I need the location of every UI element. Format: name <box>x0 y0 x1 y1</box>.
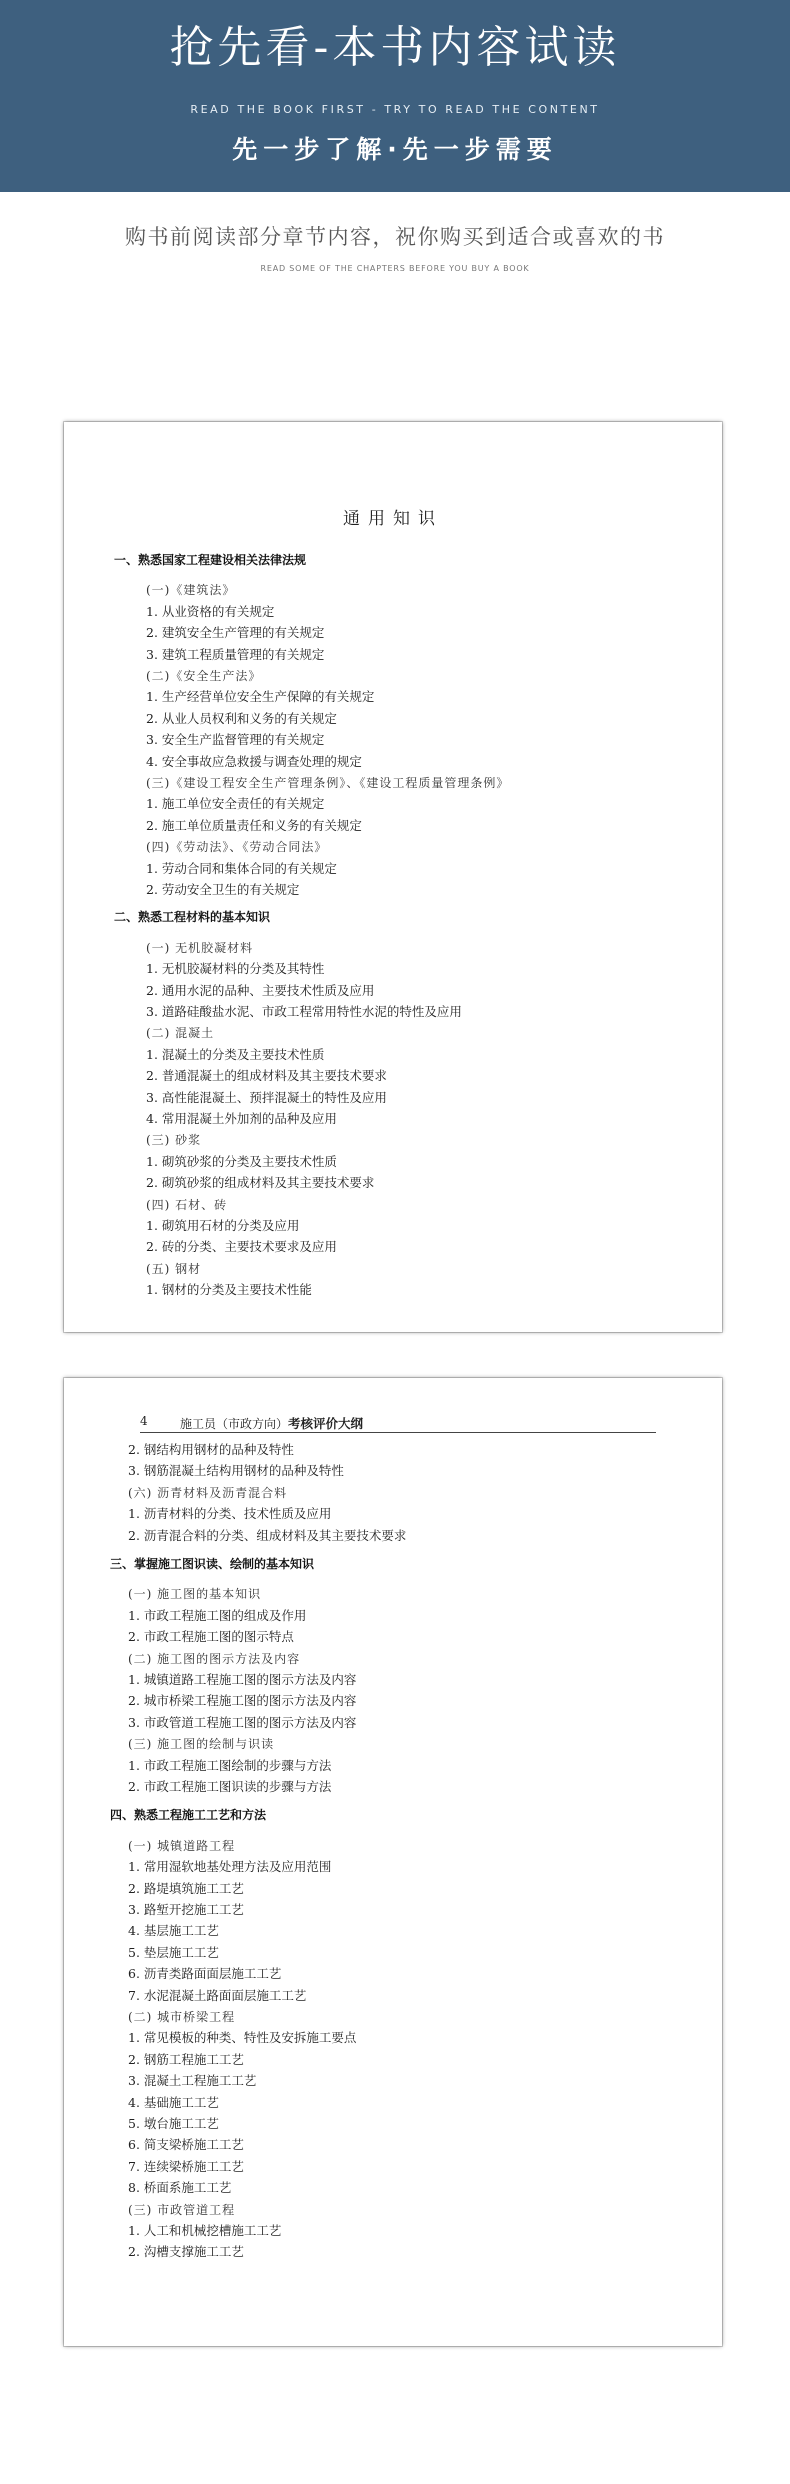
list-item: 1. 城镇道路工程施工图的图示方法及内容 <box>128 1672 357 1687</box>
list-item: 4. 安全事故应急救援与调查处理的规定 <box>146 753 362 769</box>
subsection-heading: (三) 施工图的绘制与识读 <box>128 1737 275 1752</box>
subsection-heading: (二)《安全生产法》 <box>146 669 262 683</box>
list-item: 2. 通用水泥的品种、主要技术性质及应用 <box>146 982 375 998</box>
running-title-bold: 考核评价大纲 <box>288 1416 364 1431</box>
header-banner <box>0 0 790 192</box>
list-item: 2. 砖的分类、主要技术要求及应用 <box>146 1239 337 1255</box>
list-item: 5. 墩台施工工艺 <box>128 2116 219 2131</box>
list-item: 1. 常用湿软地基处理方法及应用范围 <box>128 1859 332 1875</box>
section-heading: 三、掌握施工图识读、绘制的基本知识 <box>110 1557 315 1571</box>
list-item: 5. 垫层施工工艺 <box>128 1944 219 1960</box>
list-item: 8. 桥面系施工工艺 <box>128 2180 232 2196</box>
subsection-heading: (四)《劳动法》、《劳动合同法》 <box>146 840 328 855</box>
running-header <box>140 1414 656 1433</box>
subsection-heading: (一) 施工图的基本知识 <box>128 1587 262 1602</box>
list-item: 3. 市政管道工程施工图的图示方法及内容 <box>128 1714 357 1730</box>
list-item: 3. 高性能混凝土、预拌混凝土的特性及应用 <box>146 1089 387 1105</box>
banner-title: 抢先看-本书内容试读 <box>169 22 621 73</box>
banner-slogan: 先一步了解·先一步需要 <box>232 135 558 164</box>
list-item: 7. 水泥混凝土路面面层施工工艺 <box>128 1987 307 2003</box>
section-heading: 一、熟悉国家工程建设相关法律法规 <box>114 553 307 567</box>
list-item: 2. 沥青混合料的分类、组成材料及其主要技术要求 <box>128 1527 407 1543</box>
subsection-heading: (二) 施工图的图示方法及内容 <box>128 1651 301 1666</box>
subsection-heading: (一) 无机胶凝材料 <box>146 940 254 955</box>
list-item: 1. 从业资格的有关规定 <box>146 603 275 619</box>
subsection-heading: (三) 砂浆 <box>146 1133 202 1148</box>
list-item: 3. 钢筋混凝土结构用钢材的品种及特性 <box>128 1463 344 1479</box>
subsection-heading: (二) 城市桥梁工程 <box>128 2010 236 2024</box>
list-item: 1. 砌筑用石材的分类及应用 <box>146 1218 300 1233</box>
list-item: 2. 普通混凝土的组成材料及其主要技术要求 <box>146 1068 387 1084</box>
list-item: 1. 市政工程施工图绘制的步骤与方法 <box>128 1757 332 1773</box>
section-heading: 四、熟悉工程施工工艺和方法 <box>110 1808 267 1823</box>
intro-text: 购书前阅读部分章节内容，祝你购买到适合或喜欢的书 <box>125 225 665 249</box>
list-item: 3. 路堑开挖施工工艺 <box>128 1902 244 1917</box>
list-item: 1. 生产经营单位安全生产保障的有关规定 <box>146 689 375 705</box>
subsection-heading: (三)《建设工程安全生产管理条例》、《建设工程质量管理条例》 <box>146 776 510 790</box>
list-item: 2. 劳动安全卫生的有关规定 <box>146 882 300 897</box>
list-item: 1. 常见模板的种类、特性及安拆施工要点 <box>128 2030 357 2046</box>
list-item: 1. 劳动合同和集体合同的有关规定 <box>146 860 337 876</box>
list-item: 2. 砌筑砂浆的组成材料及其主要技术要求 <box>146 1175 375 1191</box>
list-item: 3. 安全生产监督管理的有关规定 <box>146 732 325 748</box>
list-item: 1. 市政工程施工图的组成及作用 <box>128 1607 307 1623</box>
list-item: 1. 砌筑砂浆的分类及主要技术性质 <box>146 1153 337 1169</box>
running-title-text: 施工员（市政方向） <box>180 1417 289 1431</box>
intro-text-en: READ SOME OF THE CHAPTERS BEFORE YOU BUY A BOOK <box>260 264 530 273</box>
list-item: 1. 钢材的分类及主要技术性能 <box>146 1282 312 1298</box>
list-item: 3. 建筑工程质量管理的有关规定 <box>146 646 325 662</box>
list-item: 2. 市政工程施工图的图示特点 <box>128 1629 294 1645</box>
subsection-heading: (四) 石材、砖 <box>146 1197 228 1212</box>
subsection-heading: (三) 市政管道工程 <box>128 2202 236 2217</box>
subsection-heading: (六) 沥青材料及沥青混合料 <box>128 1485 288 1500</box>
subsection-heading: (二) 混凝土 <box>146 1026 215 1041</box>
list-item: 2. 城市桥梁工程施工图的图示方法及内容 <box>128 1693 357 1709</box>
list-item: 1. 施工单位安全责任的有关规定 <box>146 796 325 812</box>
subsection-heading: (一) 城镇道路工程 <box>128 1838 236 1853</box>
book-page-1 <box>64 422 722 1332</box>
list-item: 6. 沥青类路面面层施工工艺 <box>128 1966 282 1982</box>
subsection-heading: (一)《建筑法》 <box>146 583 236 598</box>
list-item: 2. 市政工程施工图识读的步骤与方法 <box>128 1779 332 1794</box>
section-heading: 二、熟悉工程材料的基本知识 <box>114 910 271 925</box>
page-number: 4 <box>140 1414 148 1428</box>
list-item: 2. 钢筋工程施工工艺 <box>128 2051 244 2067</box>
list-item: 2. 路堤填筑施工工艺 <box>128 1880 244 1896</box>
list-item: 2. 建筑安全生产管理的有关规定 <box>146 625 325 641</box>
page-title: 通用知识 <box>343 509 443 529</box>
list-item: 1. 人工和机械挖槽施工工艺 <box>128 2223 282 2238</box>
list-item: 2. 钢结构用钢材的品种及特性 <box>128 1442 294 1457</box>
list-item: 4. 基础施工工艺 <box>128 2094 219 2110</box>
book-page-2 <box>64 1378 722 2346</box>
running-title <box>180 1414 363 1432</box>
list-item: 3. 混凝土工程施工工艺 <box>128 2073 257 2089</box>
list-item: 4. 常用混凝土外加剂的品种及应用 <box>146 1111 337 1126</box>
list-item: 7. 连续梁桥施工工艺 <box>128 2158 244 2174</box>
banner-subtitle-en: READ THE BOOK FIRST - TRY TO READ THE CONTENT <box>190 103 600 116</box>
list-item: 2. 沟槽支撑施工工艺 <box>128 2244 244 2260</box>
subsection-heading: (五) 钢材 <box>146 1261 202 1276</box>
list-item: 1. 沥青材料的分类、技术性质及应用 <box>128 1506 332 1522</box>
list-item: 4. 基层施工工艺 <box>128 1923 219 1939</box>
list-item: 6. 简支梁桥施工工艺 <box>128 2137 244 2153</box>
list-item: 1. 无机胶凝材料的分类及其特性 <box>146 961 325 977</box>
list-item: 3. 道路硅酸盐水泥、市政工程常用特性水泥的特性及应用 <box>146 1004 462 1019</box>
list-item: 2. 从业人员权利和义务的有关规定 <box>146 710 337 726</box>
list-item: 2. 施工单位质量责任和义务的有关规定 <box>146 817 362 833</box>
list-item: 1. 混凝土的分类及主要技术性质 <box>146 1046 325 1062</box>
